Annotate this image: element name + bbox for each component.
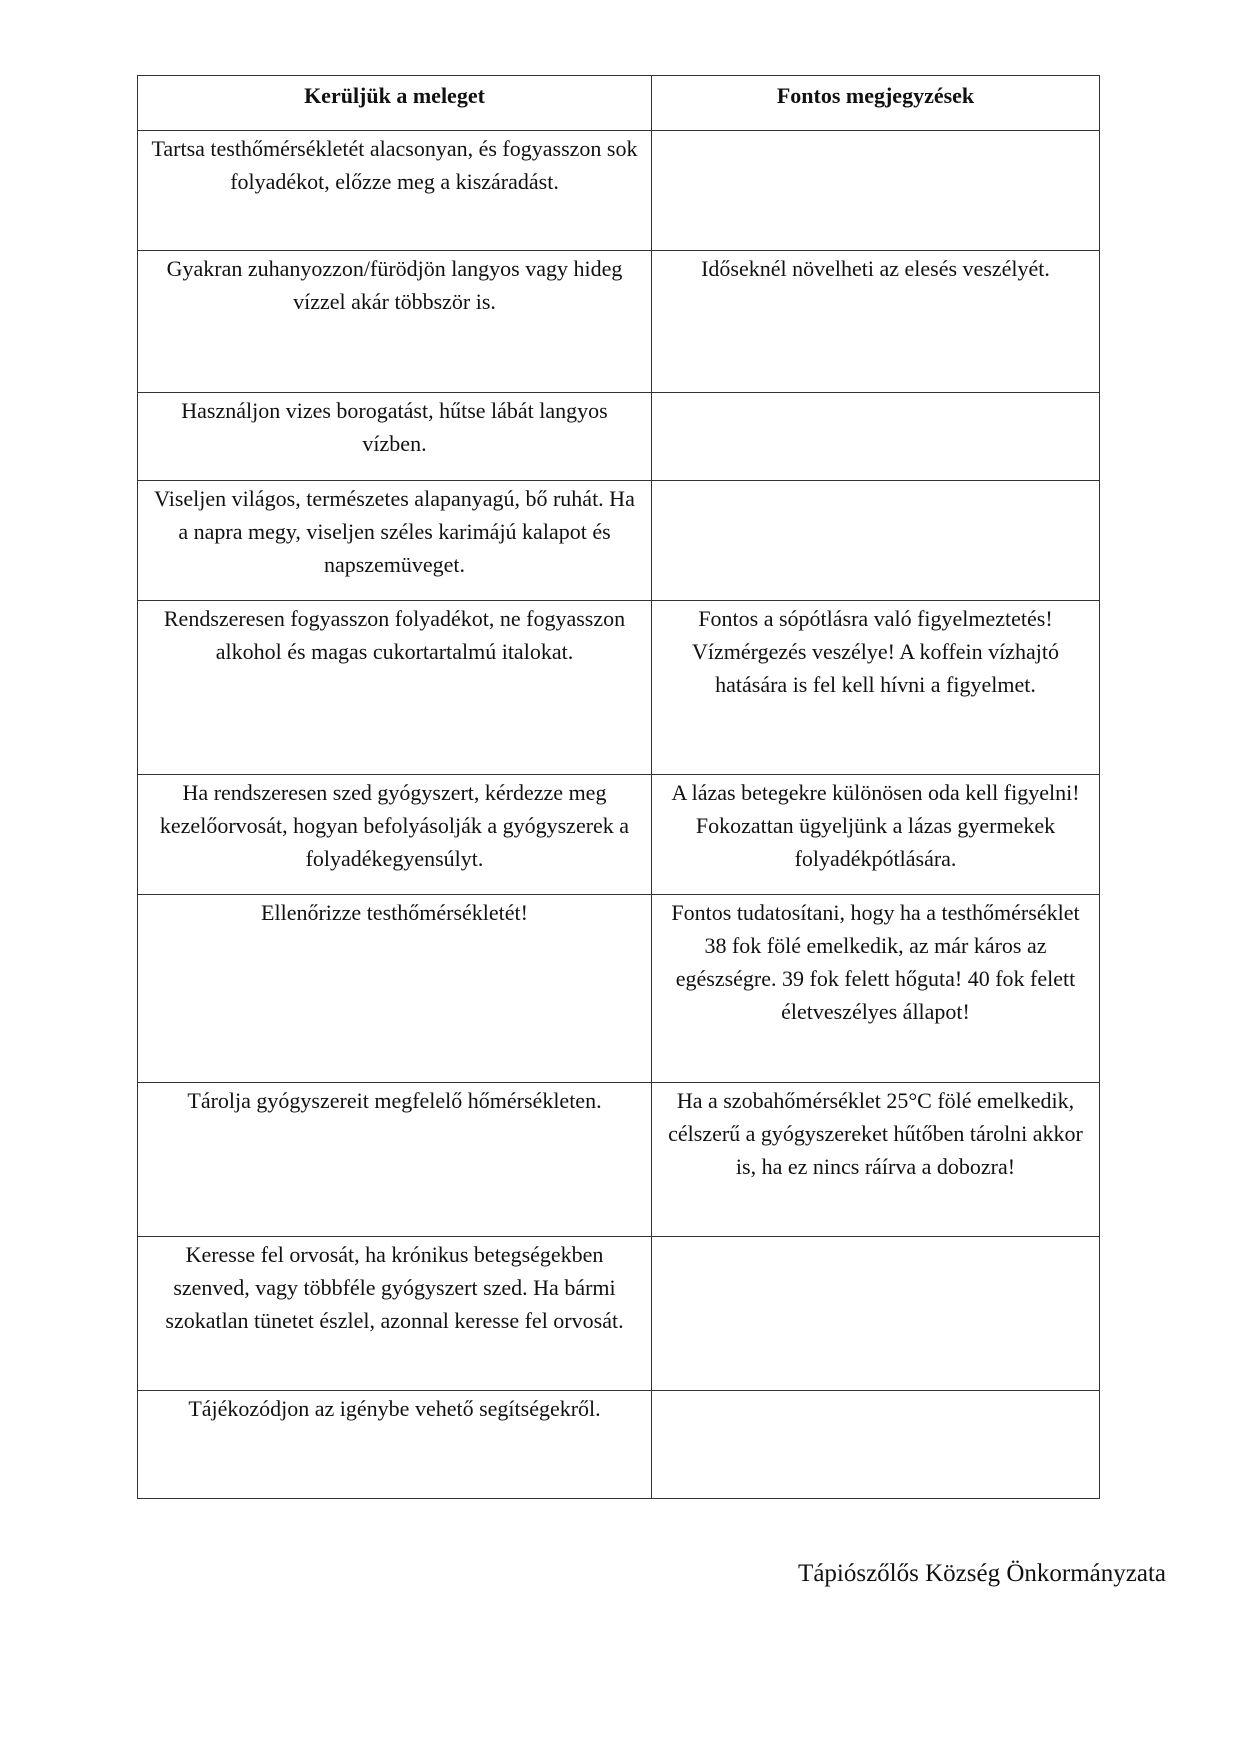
table-row [138,895,1100,1083]
note-cell [652,481,1100,601]
note-cell: Fontos tudatosítani, hogy ha a testhőmérséklet 38 fok fölé emelkedik, az már káros az egészségre. 39 fok felett hőguta! 40 fok felett életveszélyes állapot! [652,895,1100,1083]
tip-cell: Ellenőrizze testhőmérsékletét! [138,895,652,1083]
tip-cell: Keresse fel orvosát, ha krónikus betegségekben szenved, vagy többféle gyógyszert szed. Ha bármi szokatlan tünetet észlel, azonnal keresse fel orvosát. [138,1237,652,1391]
note-cell: A lázas betegekre különösen oda kell figyelni! Fokozattan ügyeljünk a lázas gyermekek folyadékpótlására. [652,775,1100,895]
note-cell: Időseknél növelheti az elesés veszélyét. [652,251,1100,393]
tip-cell: Tárolja gyógyszereit megfelelő hőmérsékleten. [138,1083,652,1237]
table-row [138,131,1100,251]
note-cell [652,393,1100,481]
note-cell: Ha a szobahőmérséklet 25°C fölé emelkedik, célszerű a gyógyszereket hűtőben tárolni akkor is, ha ez nincs ráírva a dobozra! [652,1083,1100,1237]
note-cell [652,1391,1100,1499]
tip-cell: Gyakran zuhanyozzon/fürödjön langyos vagy hideg vízzel akár többször is. [138,251,652,393]
tip-cell: Tájékozódjon az igénybe vehető segítségekről. [138,1391,652,1499]
header-avoid-heat: Kerüljük a meleget [138,76,652,131]
tip-cell: Rendszeresen fogyasszon folyadékot, ne fogyasszon alkohol és magas cukortartalmú italokat. [138,601,652,775]
table-row [138,393,1100,481]
table-header-row [138,76,1100,131]
header-important-notes: Fontos megjegyzések [652,76,1100,131]
table-row [138,251,1100,393]
tip-cell: Tartsa testhőmérsékletét alacsonyan, és fogyasszon sok folyadékot, előzze meg a kiszáradást. [138,131,652,251]
note-cell: Fontos a sópótlásra való figyelmeztetés! Vízmérgezés veszélye! A koffein vízhajtó hatására is fel kell hívni a figyelmet. [652,601,1100,775]
note-cell [652,1237,1100,1391]
table-row [138,601,1100,775]
advice-table [137,75,1100,1499]
tip-cell: Viseljen világos, természetes alapanyagú, bő ruhát. Ha a napra megy, viseljen széles karimájú kalapot és napszemüveget. [138,481,652,601]
tip-cell: Használjon vizes borogatást, hűtse lábát langyos vízben. [138,393,652,481]
table-row [138,1083,1100,1237]
footer-municipality: Tápiószőlős Község Önkormányzata [798,1560,1166,1587]
table-row [138,481,1100,601]
table-row [138,1391,1100,1499]
table-row [138,775,1100,895]
note-cell [652,131,1100,251]
table-row [138,1237,1100,1391]
tip-cell: Ha rendszeresen szed gyógyszert, kérdezze meg kezelőorvosát, hogyan befolyásolják a gyógyszerek a folyadékegyensúlyt. [138,775,652,895]
